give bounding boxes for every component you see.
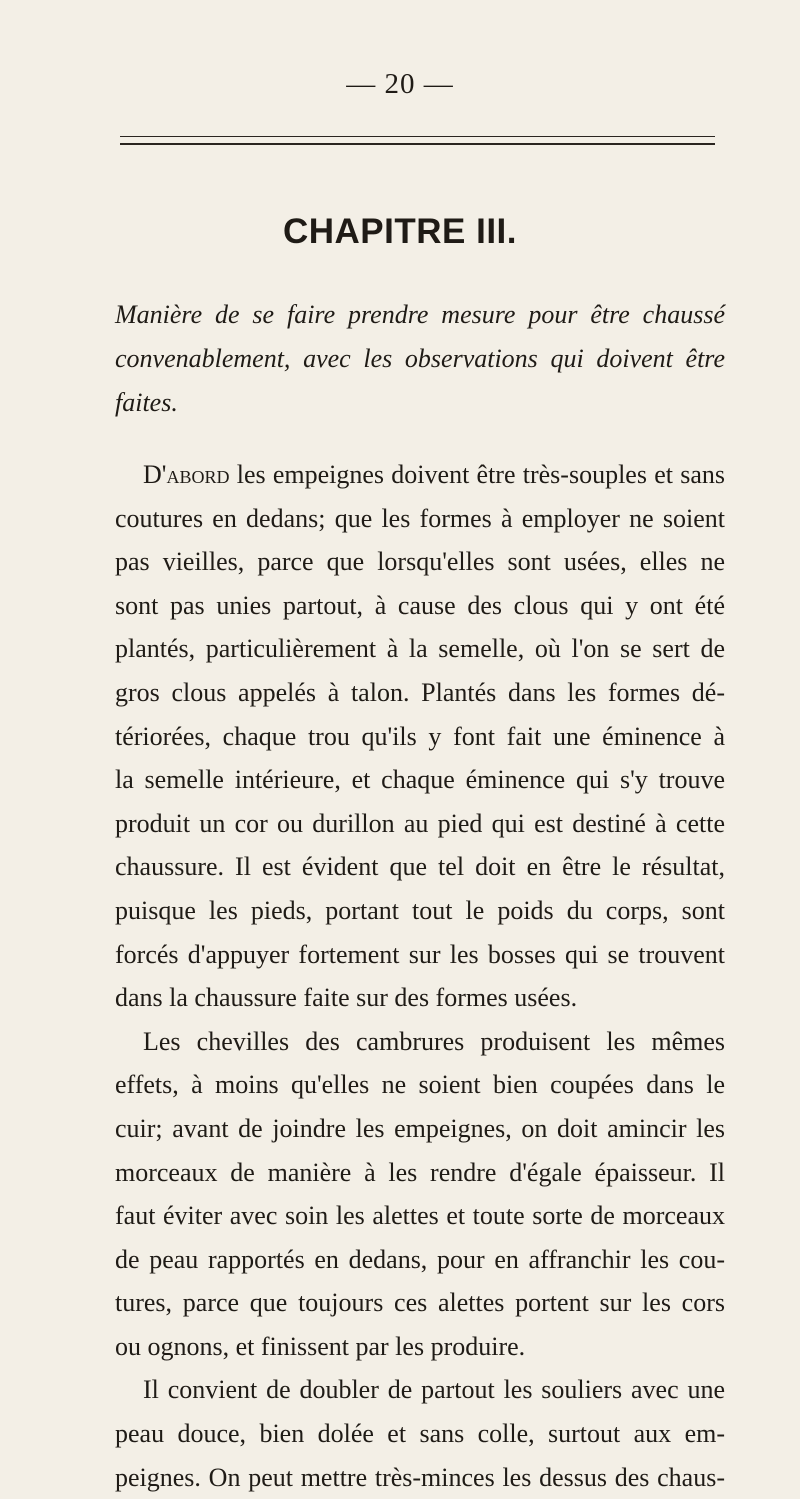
subtitle-line: Manière de se faire prendre mesure pour être chaussé xyxy=(115,300,725,329)
body-line xyxy=(115,453,725,497)
chapter-rule xyxy=(120,136,715,145)
body-line: tériorées, chaque trou qu'ils y font fait une éminence à xyxy=(115,721,725,751)
body-line: sont pas unies partout, à cause des clous qui y ont été xyxy=(115,590,725,620)
body-line: coutures en dedans; que les formes à employer ne soient xyxy=(115,503,725,533)
chapter-title: CHAPITRE III. xyxy=(282,212,518,251)
body-line: gros clous appelés à talon. Plantés dans les formes dé- xyxy=(115,677,725,707)
body-line: ou ognons, et finissent par les produire. xyxy=(115,1331,526,1361)
body-line: pas vieilles, parce que lorsqu'elles sont usées, elles ne xyxy=(115,547,725,577)
body-line: dans la chaussure faite sur des formes usées. xyxy=(115,983,578,1013)
body-line: la semelle intérieure, et chaque éminence qui s'y trouve xyxy=(115,765,725,795)
body-text xyxy=(115,453,725,1499)
subtitle-line: faites. xyxy=(115,388,178,417)
body-line: forcés d'appuyer fortement sur les bosses qui se trouvent xyxy=(115,939,725,969)
body-line: chaussure. Il est évident que tel doit en être le résultat, xyxy=(115,852,725,882)
chapter-subtitle xyxy=(115,293,725,425)
body-line: Les chevilles des cambrures produisent les mêmes xyxy=(143,1026,725,1056)
body-line: tures, parce que toujours ces alettes portent sur les cors xyxy=(115,1288,725,1318)
body-line: faut éviter avec soin les alettes et toute sorte de morceaux xyxy=(115,1201,725,1231)
opening-word: D'abord xyxy=(143,460,230,489)
body-line: produit un cor ou durillon au pied qui est destiné à cette xyxy=(115,808,725,838)
subtitle-line: convenablement, avec les observations qui doivent être xyxy=(115,344,725,373)
body-line: morceaux de manière à les rendre d'égale épaisseur. Il xyxy=(115,1157,725,1187)
body-line: Il convient de doubler de partout les souliers avec une xyxy=(143,1375,725,1405)
body-line: peignes. On peut mettre très-minces les dessus des chaus- xyxy=(115,1462,725,1492)
body-line: effets, à moins qu'elles ne soient bien coupées dans le xyxy=(115,1070,725,1100)
page-number: — 20 — xyxy=(346,68,454,100)
body-line: peau douce, bien dolée et sans colle, surtout aux em- xyxy=(115,1419,725,1449)
body-line-text: les empeignes doivent être très-souples et sans xyxy=(229,460,725,489)
body-line: plantés, particulièrement à la semelle, où l'on se sert de xyxy=(115,634,725,664)
body-line: de peau rapportés en dedans, pour en affranchir les cou- xyxy=(115,1244,725,1274)
body-line: cuir; avant de joindre les empeignes, on doit amincir les xyxy=(115,1113,725,1143)
body-line: puisque les pieds, portant tout le poids du corps, sont xyxy=(115,895,725,925)
